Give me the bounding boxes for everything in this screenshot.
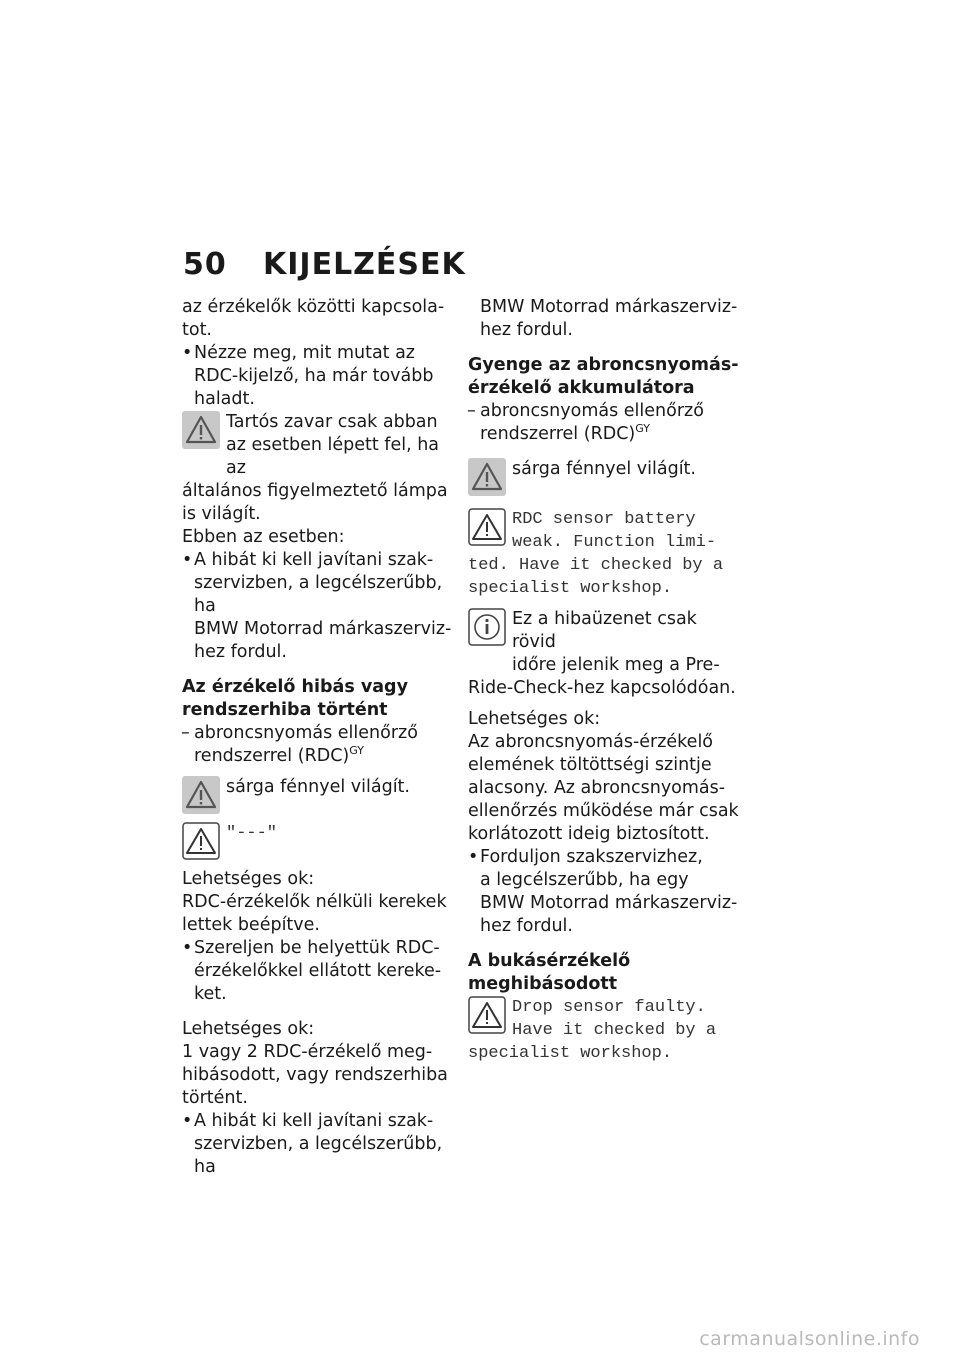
info-text: Ez a hibaüzenet csak rövid	[512, 609, 697, 652]
bullet-line: hez fordul.	[480, 916, 573, 936]
bullet-item	[468, 846, 740, 938]
cause-text: 1 vagy 2 RDC-érzékelő meg-	[182, 1042, 433, 1062]
info-text: Ride-Check-hez kapcsolódóan.	[468, 678, 736, 698]
page-header	[183, 244, 466, 284]
continued-text	[468, 296, 740, 342]
intro-text: az érzékelők közötti kapcsola-	[182, 297, 445, 317]
cause-text: lettek beépítve.	[182, 915, 320, 935]
condition-line: rendszerrel (RDC)	[480, 424, 636, 444]
warning-text: is világít.	[182, 504, 261, 524]
bullet-line: szervizben, a legcélszerűbb, ha	[194, 1134, 443, 1177]
bullet-line: • Szereljen be helyettük RDC-	[194, 938, 440, 958]
display-message-row	[468, 508, 740, 554]
case-label: Ebben az esetben:	[182, 527, 345, 547]
cause-label: Lehetséges ok:	[182, 1019, 315, 1039]
bullet-line: a legcélszerűbb, ha egy	[480, 870, 689, 890]
bullet-line: szervizben, a legcélszerűbb, ha	[194, 573, 443, 616]
bullet-line: BMW Motorrad márkaszerviz-	[480, 297, 738, 317]
display-message: Drop sensor faulty.	[512, 998, 706, 1017]
cause-text: hibásodott, vagy rendszerhiba	[182, 1065, 448, 1085]
warning-triangle-icon	[468, 996, 506, 1034]
cause-label: Lehetséges ok:	[468, 709, 601, 729]
cause-label: Lehetséges ok:	[182, 869, 315, 889]
warning-text: Tartós zavar csak abban	[226, 412, 438, 432]
condition-line: – abroncsnyomás ellenőrző	[480, 401, 704, 421]
warning-light-icon	[468, 458, 506, 496]
country-code: GY	[349, 744, 364, 758]
right-column	[468, 296, 740, 1065]
bullet-line: hez fordul.	[480, 320, 573, 340]
warning-light-icon	[182, 411, 220, 449]
display-code: "---"	[226, 824, 278, 843]
indicator-text: sárga fénnyel világít.	[512, 459, 696, 479]
display-message-row	[468, 996, 740, 1042]
cause-text: elemének töltöttségi szintje	[468, 755, 712, 775]
section-heading: meghibásodott	[468, 974, 618, 994]
bullet-item	[182, 937, 454, 1006]
warning-text: az esetben lépett fel, ha az	[226, 435, 440, 478]
bullet-line: • Forduljon szakszervizhez,	[480, 847, 703, 867]
bullet-line: hez fordul.	[194, 642, 287, 662]
info-note	[468, 608, 740, 677]
condition-item	[468, 400, 740, 446]
warning-note	[182, 411, 454, 480]
section-heading: érzékelő akkumulátora	[468, 378, 695, 398]
cause-text: Az abroncsnyomás-érzékelő	[468, 732, 714, 752]
indicator-text: sárga fénnyel világít.	[226, 777, 410, 797]
display-message: RDC sensor battery	[512, 510, 696, 529]
bullet-line: haladt.	[194, 389, 255, 409]
bullet-line: • A hibát ki kell javítani szak-	[194, 1111, 434, 1131]
condition-item	[182, 722, 454, 768]
display-message: ted. Have it checked by a	[468, 556, 724, 575]
bullet-line: BMW Motorrad márkaszerviz-	[480, 893, 738, 913]
section-heading: Gyenge az abroncsnyomás-	[468, 355, 739, 375]
page-number: 50	[183, 246, 227, 282]
display-message: specialist workshop.	[468, 579, 673, 598]
bullet-item	[182, 1110, 454, 1179]
page-title: KIJELZÉSEK	[263, 246, 466, 282]
bullet-line: érzékelőkkel ellátott kereke-	[194, 961, 442, 981]
bullet-line: ket.	[194, 984, 227, 1004]
display-message: weak. Function limi-	[512, 533, 717, 552]
warning-text: általános figyelmeztető lámpa	[182, 481, 448, 501]
country-code: GY	[635, 422, 650, 436]
warning-light-icon	[182, 776, 220, 814]
section-heading: A bukásérzékelő	[468, 951, 631, 971]
condition-line: – abroncsnyomás ellenőrző	[194, 723, 418, 743]
bullet-item	[182, 549, 454, 664]
info-text: időre jelenik meg a Pre-	[512, 655, 720, 675]
warning-triangle-icon	[468, 508, 506, 546]
indicator-row	[182, 776, 454, 814]
intro-text: tot.	[182, 320, 212, 340]
bullet-line: • A hibát ki kell javítani szak-	[194, 550, 434, 570]
left-column	[182, 296, 454, 1179]
bullet-item	[182, 342, 454, 411]
condition-line: rendszerrel (RDC)	[194, 746, 350, 766]
cause-text: korlátozott ideig biztosított.	[468, 824, 710, 844]
display-message: Have it checked by a	[512, 1021, 717, 1040]
cause-text: RDC-érzékelők nélküli kerekek	[182, 892, 447, 912]
cause-text: alacsony. Az abroncsnyomás-	[468, 778, 726, 798]
bullet-line: BMW Motorrad márkaszerviz-	[194, 619, 452, 639]
section-heading: rendszerhiba történt	[182, 700, 388, 720]
info-icon	[468, 608, 506, 646]
watermark-text: carmanualsonline.info	[699, 1328, 920, 1350]
bullet-line: RDC-kijelző, ha már tovább	[194, 366, 434, 386]
cause-text: történt.	[182, 1088, 248, 1108]
display-message-row	[182, 822, 454, 860]
section-heading: Az érzékelő hibás vagy	[182, 677, 408, 697]
bullet-line: • Nézze meg, mit mutat az	[194, 343, 415, 363]
warning-triangle-icon	[182, 822, 220, 860]
display-message: specialist workshop.	[468, 1044, 673, 1063]
indicator-row	[468, 458, 740, 496]
cause-text: ellenőrzés működése már csak	[468, 801, 739, 821]
